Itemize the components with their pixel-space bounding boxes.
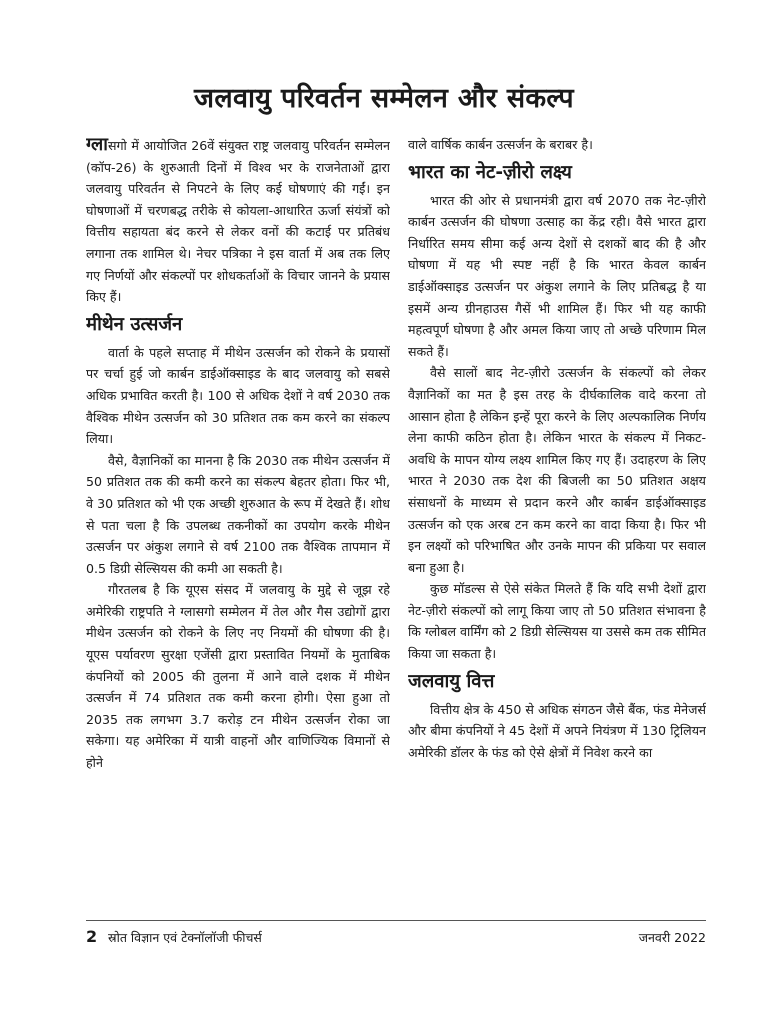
methane-paragraph-3: गौरतलब है कि यूएस संसद में जलवायु के मुद्दे से जूझ रहे अमेरिकी राष्ट्रपति ने ग्लासगो सम्मेलन में तेल और गैस उद्योगों द्वारा मीथेन उत्सर्जन को रोकने के लिए नए नियमों की घोषणा की है। यूएस पर्यावरण सुरक्षा एजेंसी द्वारा प्रस्तावित नियमों के मुताबिक कंपनियों को 2005 की तुलना में आने वाले दशक में मीथेन उत्सर्जन में 74 प्रतिशत तक कमी करना होगी। ऐसा हुआ तो 2035 तक लगभग 3.7 करोड़ टन मीथेन उत्सर्जन रोका जा सकेगा। यह अमेरिका में यात्री वाहनों और वाणिज्यिक विमानों से होने: [86, 582, 390, 771]
netzero-paragraph-3: कुछ मॉडल्स से ऐसे संकेत मिलते हैं कि यदि सभी देशों द्वारा नेट-ज़ीरो संकल्पों को लागू किया जाए तो 50 प्रतिशत संभावना है कि ग्लोबल वार्मिंग को 2 डिग्री सेल्सियस या उससे कम तक सीमित किया जा सकता है।: [408, 581, 706, 662]
intro-text: सगो में आयोजित 26वें संयुक्त राष्ट्र जलवायु परिवर्तन सम्मेलन (कॉप-26) के शुरुआती दिनों में विश्व भर के राजनेताओं द्वारा जलवायु परिवर्तन से निपटने के लिए कई घोषणाएं की गईं। इन घोषणाओं में चरणबद्ध तरीके से कोयला-आधारित ऊर्जा संयंत्रों को वित्तीय सहायता बंद करने से लेकर वनों की कटाई पर प्रतिबंध लगाना तक शामिल थे। नेचर पत्रिका ने इस वार्ता में अब तक लिए गए निर्णयों और संकल्पों पर शोधकर्ताओं के विचार जानने के प्रयास किए हैं।: [86, 138, 390, 305]
article-title: जलवायु परिवर्तन सम्मेलन और संकल्प: [194, 83, 574, 114]
intro-paragraph: [86, 134, 390, 308]
drop-cap: ग्ला: [86, 134, 108, 155]
methane-paragraph-2: वैसे, वैज्ञानिकों का मानना है कि 2030 तक मीथेन उत्सर्जन में 50 प्रतिशत तक की कमी करने का संकल्प बेहतर होता। फिर भी, वे 30 प्रतिशत को भी एक अच्छी शुरुआत के रूप में देखते हैं। शोध से पता चला है कि उपलब्ध तकनीकों का उपयोग करके मीथेन उत्सर्जन पर अंकुश लगाने से वर्ष 2100 तक वैश्विक तापमान में 0.5 डिग्री सेल्सियस की कमी आ सकती है।: [86, 452, 390, 576]
left-column: [86, 134, 390, 916]
netzero-paragraph-2: वैसे सालों बाद नेट-ज़ीरो उत्सर्जन के संकल्पों को लेकर वैज्ञानिकों का मत है इस तरह के दीर्घकालिक वादे करना तो आसान होता है लेकिन इन्हें पूरा करने के लिए अल्पकालिक निर्णय लेना काफी कठिन होता है। लेकिन भारत के संकल्प में निकट-अवधि के मापन योग्य लक्ष्य शामिल किए गए हैं। उदाहरण के लिए भारत ने 2030 तक देश की बिजली का 50 प्रतिशत अक्षय संसाधनों के माध्यम से प्रदान करने और कार्बन डाईऑक्साइड उत्सर्जन को एक अरब टन कम करने का वादा किया है। फिर भी इन लक्ष्यों को परिभाषित और उनके मापन की प्रकिया पर सवाल बना हुआ है।: [408, 365, 706, 575]
footer-divider: [86, 920, 706, 921]
page-footer: [86, 927, 706, 949]
netzero-heading: भारत का नेट-ज़ीरो लक्ष्य: [408, 161, 572, 183]
continued-paragraph: वाले वार्षिक कार्बन उत्सर्जन के बराबर है।: [408, 137, 593, 152]
page-number: 2: [86, 927, 98, 946]
netzero-paragraph-1: भारत की ओर से प्रधानमंत्री द्वारा वर्ष 2070 तक नेट-ज़ीरो कार्बन उत्सर्जन की घोषणा उत्साह का केंद्र रही। वैसे भारत द्वारा निर्धारित समय सीमा कई अन्य देशों से दशकों बाद की है और घोषणा में यह भी स्पष्ट नहीं है कि भारत केवल कार्बन डाईऑक्साइड उत्सर्जन पर अंकुश लगाने के लिए प्रतिबद्ध है या इसमें अन्य ग्रीनहाउस गैसें भी शामिल हैं। फिर भी यह काफी महत्वपूर्ण घोषणा है और अमल किया जाए तो अच्छे परिणाम मिल सकते हैं।: [408, 192, 706, 359]
right-column: [408, 134, 706, 916]
source-credit: स्रोत विज्ञान एवं टेक्नॉलॉजी फीचर्स: [108, 930, 262, 945]
issue-date: जनवरी 2022: [638, 930, 706, 945]
methane-heading: मीथेन उत्सर्जन: [86, 313, 183, 335]
finance-paragraph-1: वित्तीय क्षेत्र के 450 से अधिक संगठन जैसे बैंक, फंड मेनेजर्स और बीमा कंपनियों ने 45 देशों में अपने नियंत्रण में 130 ट्रिलियन अमेरिकी डॉलर के फंड को ऐसे क्षेत्रों में निवेश करने का: [408, 701, 706, 760]
finance-heading: जलवायु वित्त: [408, 670, 495, 692]
methane-paragraph-1: वार्ता के पहले सप्ताह में मीथेन उत्सर्जन को रोकने के प्रयासों पर चर्चा हुई जो कार्बन डाईऑक्साइड के बाद जलवायु को सबसे अधिक प्रभावित करती है। 100 से अधिक देशों ने वर्ष 2030 तक वैश्विक मीथेन उत्सर्जन को 30 प्रतिशत तक कम करने का संकल्प लिया।: [86, 344, 390, 447]
